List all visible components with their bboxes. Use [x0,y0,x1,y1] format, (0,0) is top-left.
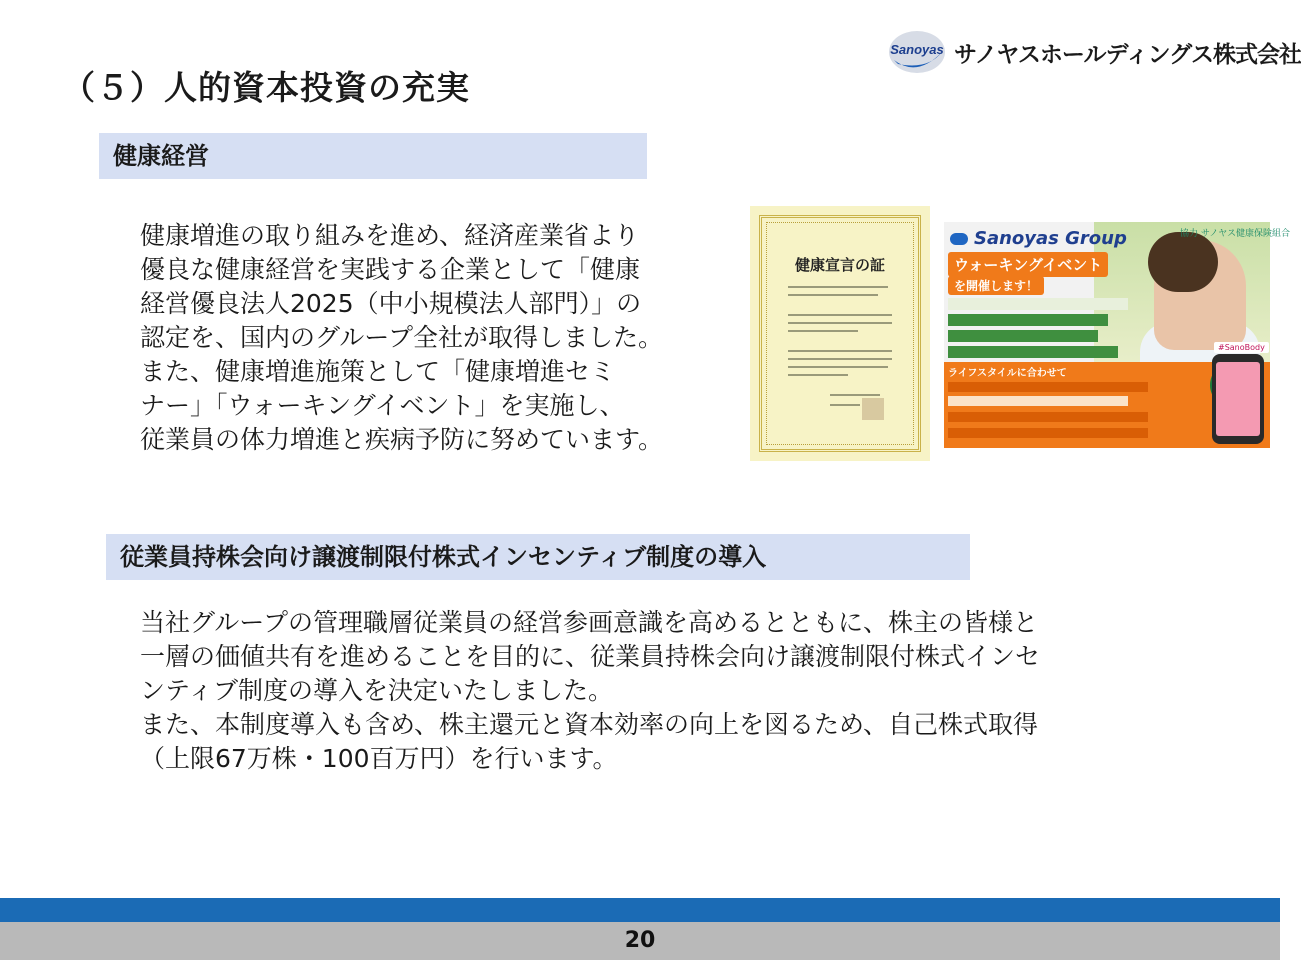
certificate-text-line [788,294,878,296]
health-declaration-certificate-image [750,206,930,461]
certificate-text-line [788,366,888,368]
certificate-text-line [788,358,892,360]
poster-brand-wrapper [950,228,1127,249]
poster-brand: Sanoyas Group [974,228,1127,249]
section-heading-stock-incentive: 従業員持株会向け譲渡制限付株式インセンティブ制度の導入 [106,534,970,580]
poster-course-row [948,428,1148,438]
certificate-text-line [788,286,888,288]
page-title: （５）人的資本投資の充実 [62,68,470,107]
certificate-title: 健康宣言の証 [794,256,885,274]
certificate-text-line [788,314,892,316]
poster-text-row [948,330,1098,342]
sanoyas-logo-icon [888,30,946,74]
poster-event-title: ウォーキングイベント [948,252,1108,277]
poster-cooperation: 協力 サノヤス健康保険組合 [1180,229,1291,239]
poster-smartphone-screen [1216,362,1260,436]
certificate-text-line [788,350,892,352]
poster-hashtag: #SanoBody [1214,342,1269,353]
certificate-text-line [788,330,858,332]
poster-person-hair [1148,232,1218,292]
company-logo [888,28,1301,76]
certificate-text-line [830,404,860,406]
poster-text-row [948,314,1108,326]
poster-course-row [948,412,1148,422]
poster-course-row [948,382,1148,392]
certificate-text-line [788,374,848,376]
page-number: 20 [624,928,656,953]
walking-event-poster-image [944,222,1291,448]
poster-brand-icon [950,233,968,245]
section-heading-health-management: 健康経営 [99,133,647,179]
section-body-stock-incentive: 当社グループの管理職層従業員の経営参画意識を高めるとともに、株主の皆様と 一層の価値共有を進めることを目的に、従業員持株会向け譲渡制限付株式インセ ンティブ制度の導入を決定いたしました。 また、本制度導入も含め、株主還元と資本効率の向上を図るため、自己株式取得 （上限67万株・100百万円）を行います。 [140,608,1041,773]
company-name: サノヤスホールディングス株式会社 [954,42,1301,68]
certificate-seal [862,398,884,420]
poster-text-row [948,346,1118,358]
section-body-health-management: 健康増進の取り組みを進め、経済産業省より 優良な健康経営を実践する企業として「健康 経営優良法人2025（中小規模法人部門）」の 認定を、国内のグループ全社が取得しました。 また、健康増進施策として「健康増進セミ ナー」「ウォーキングイベント」を実施し、 従業員の体力増進と疾病予防に努めています。 [140,221,664,454]
footer-blue-band [0,898,1280,922]
poster-text-row [948,298,1128,310]
poster-lifestyle-text: ライフスタイルに合わせて [948,368,1067,379]
poster-course-row [948,396,1128,406]
poster-held-label: を開催します！ [948,276,1044,295]
certificate-text-line [788,322,892,324]
poster-smartphone [1212,354,1264,444]
certificate-text-line [830,394,880,396]
logo-mark-text: Sanoyas [890,42,944,57]
